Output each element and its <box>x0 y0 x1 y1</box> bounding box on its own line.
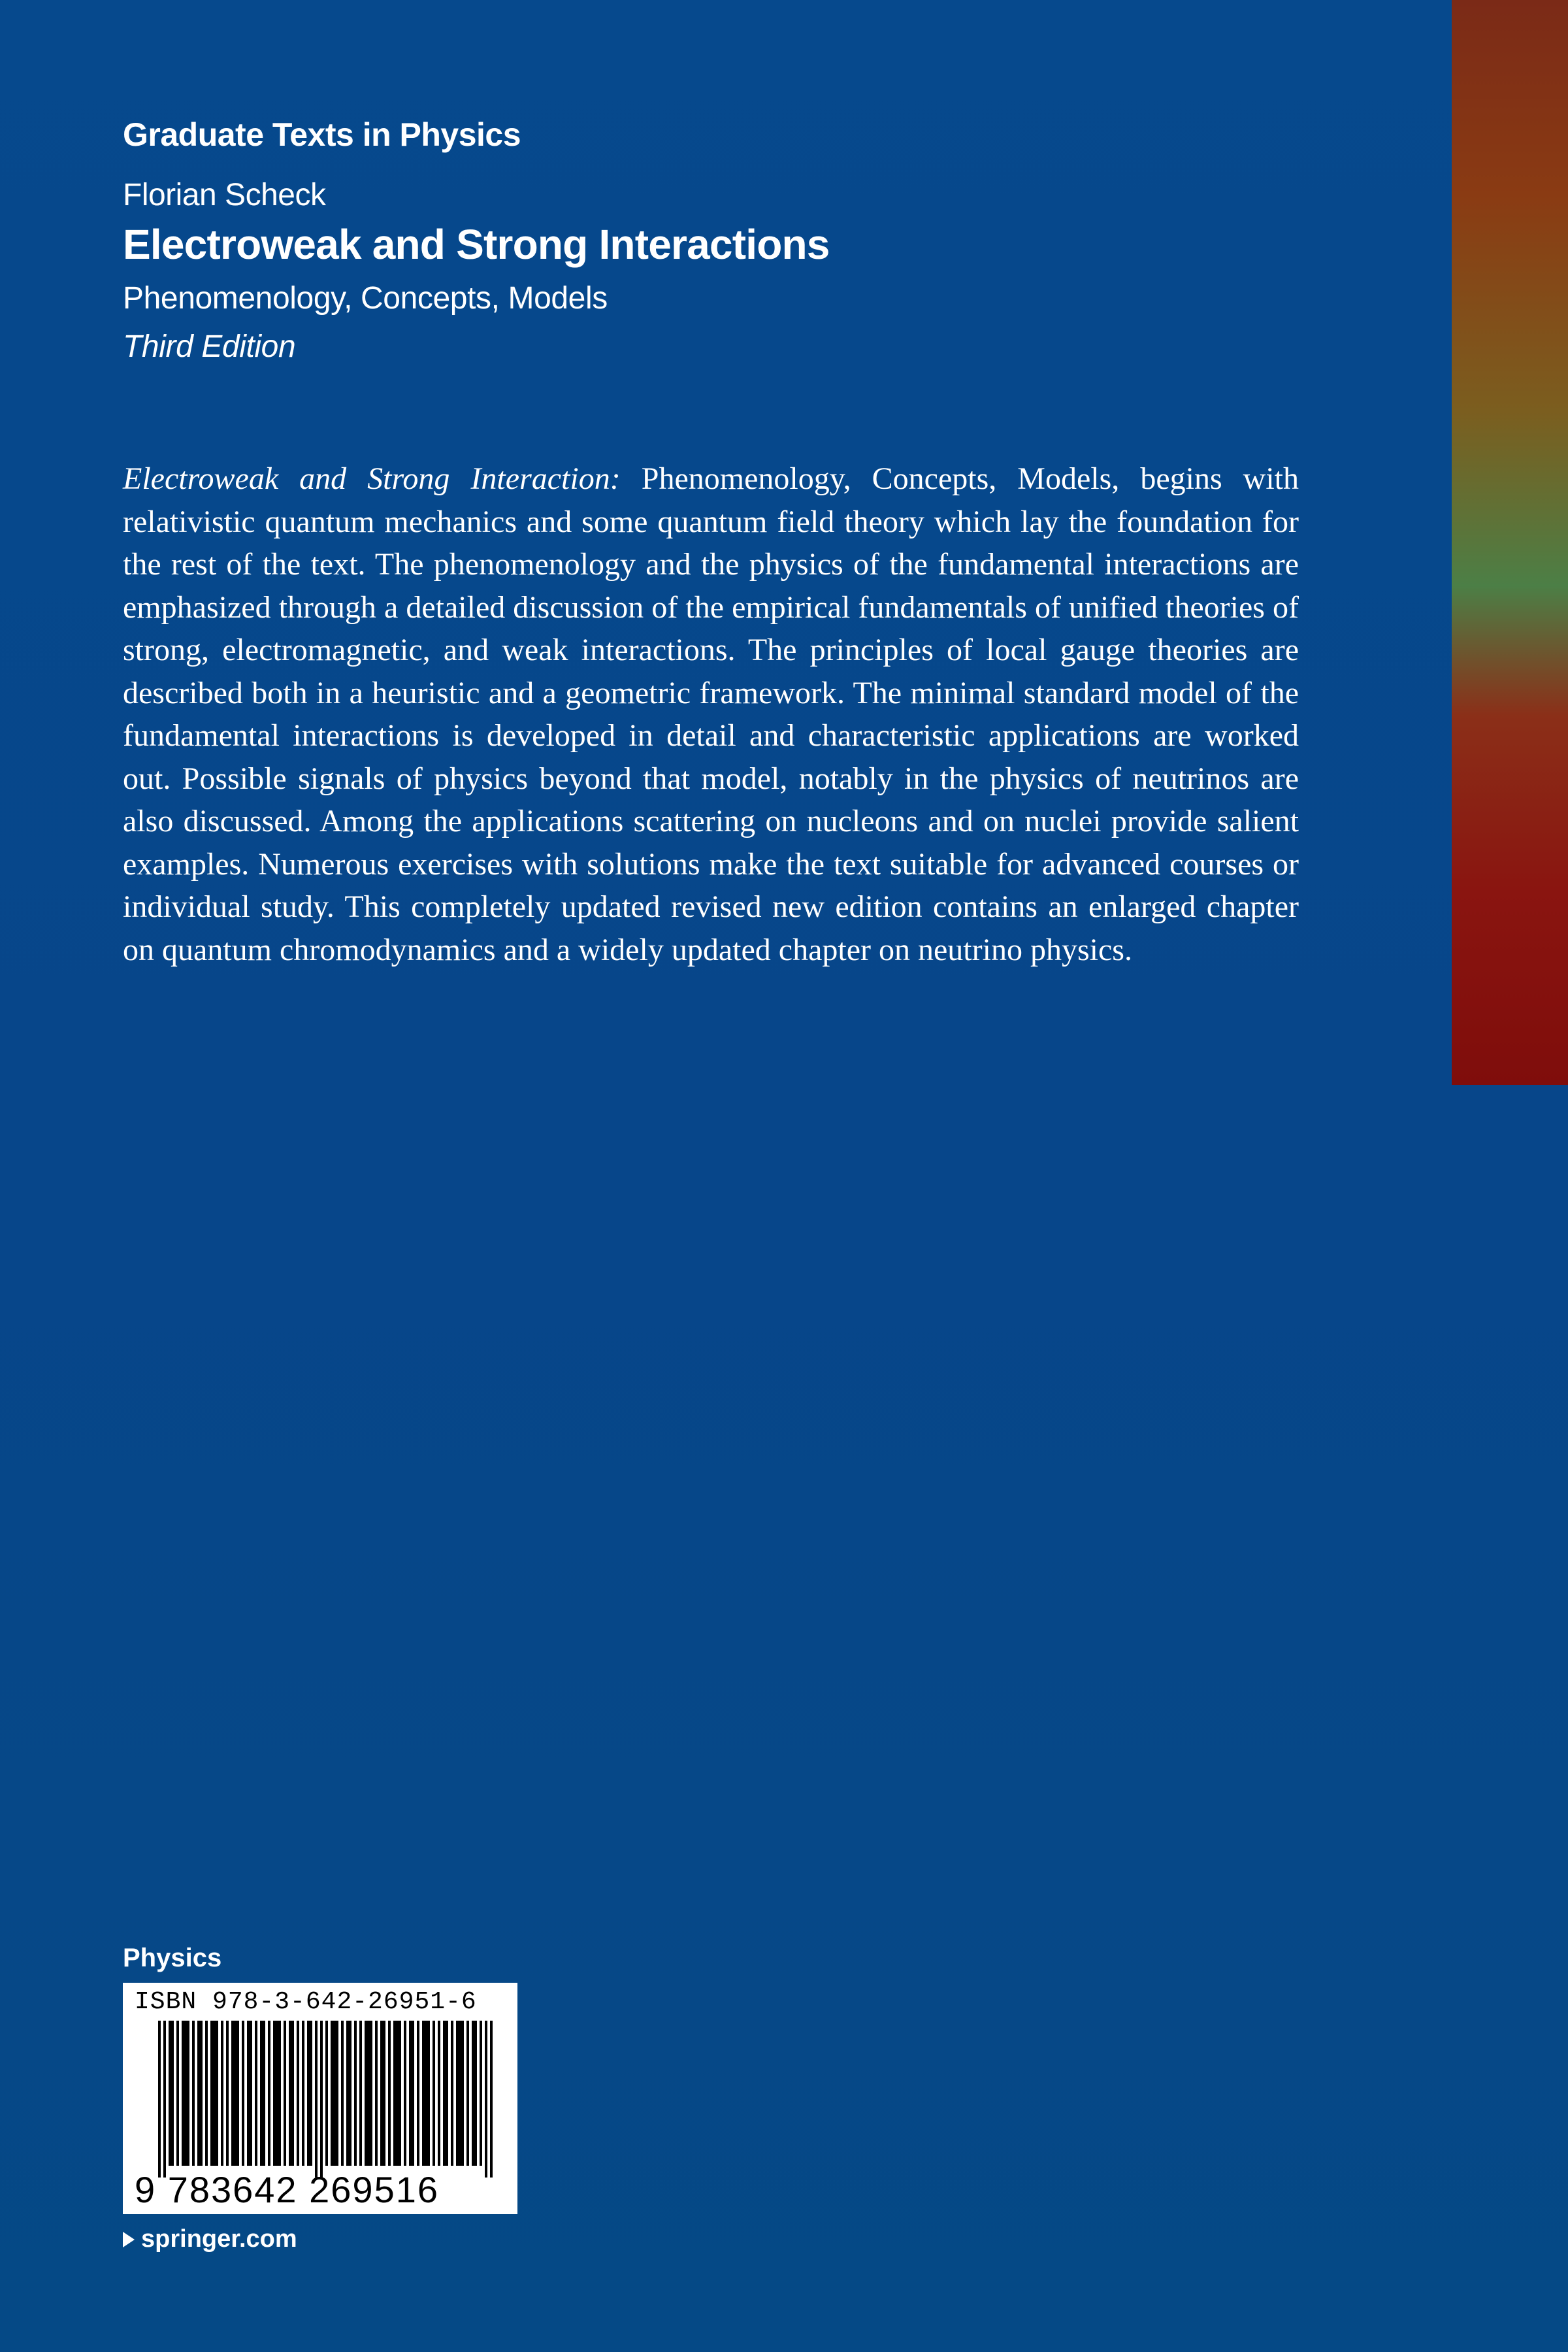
isbn-barcode <box>123 1983 517 2214</box>
springer-website-link[interactable] <box>123 2223 297 2255</box>
book-title: Electroweak and Strong Interactions <box>123 221 830 268</box>
play-arrow-icon <box>123 2232 135 2247</box>
edition-label: Third Edition <box>123 329 296 364</box>
subject-category: Physics <box>123 1944 222 1972</box>
book-description <box>123 457 1299 971</box>
series-title: Graduate Texts in Physics <box>123 116 521 153</box>
description-body: Phenomenology, Concepts, Models, begins with relativistic quantum mechanics and some quantum field theory which lay the foundation for the rest of the text. The phenomenology and the physics of the fundamental interactions are emphasized through a detailed discussion of the empirical fundamentals of unified theories of strong, electromagnetic, and weak interactions. The principles of local gauge theories are described both in a heuristic and a geometric framework. The minimal standard model of the fundamental interactions is developed in detail and characteristic applications are worked out. Possible signals of physics beyond that model, notably in the physics of neutrinos are also discussed. Among the applications scattering on nucleons and on nuclei provide salient examples. Numerous exercises with solutions make the text suitable for advanced courses or individual study. This completely updated revised new edition contains an enlarged chapter on quantum chromodynamics and a widely updated chapter on neutrino physics. <box>123 461 1299 967</box>
cover-header <box>123 115 1364 367</box>
author-name: Florian Scheck <box>123 178 326 212</box>
website-label: springer.com <box>141 2225 297 2253</box>
isbn-label: ISBN 978-3-642-26951-6 <box>135 1988 477 2016</box>
barcode-number: 9 783642 269516 <box>135 2169 439 2210</box>
spine-color-strip <box>1452 0 1568 1085</box>
book-subtitle: Phenomenology, Concepts, Models <box>123 281 608 316</box>
description-italic-lead: Electroweak and Strong Interaction: <box>123 461 621 496</box>
barcode-bars <box>158 2021 497 2178</box>
